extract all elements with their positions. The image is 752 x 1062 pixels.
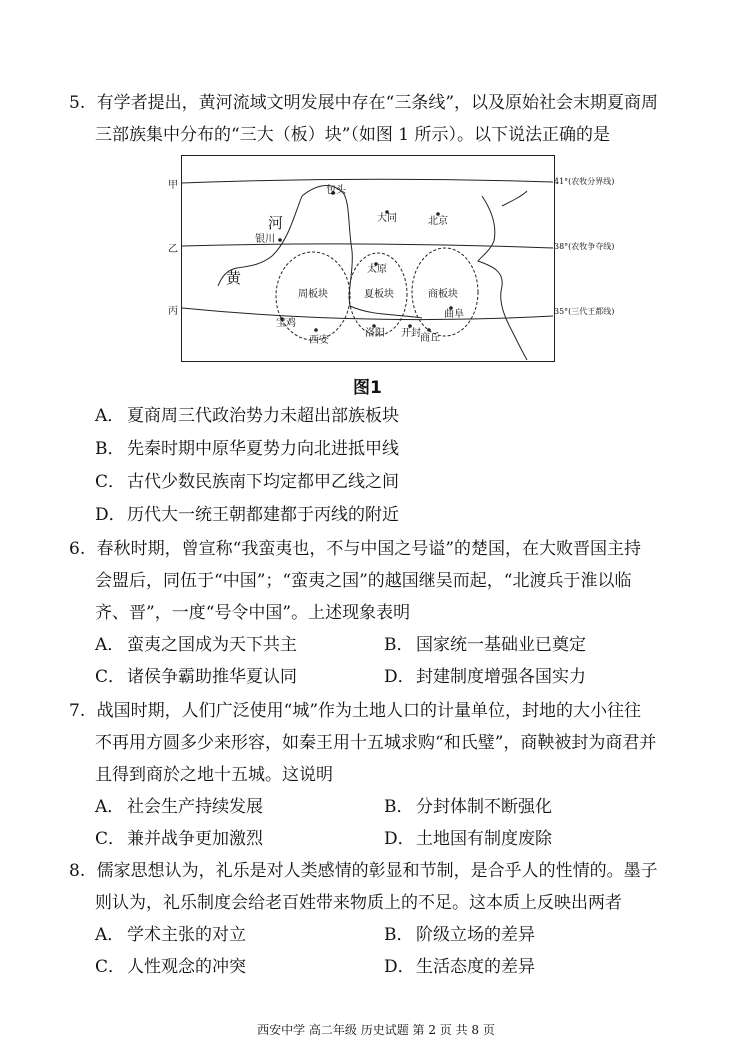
city-luoyang: 洛阳 — [365, 328, 385, 339]
q8-option-a — [95, 924, 246, 946]
option-text: 封建制度增强各国实力 — [416, 667, 586, 687]
option-text: 历代大一统王朝都建都于丙线的附近 — [127, 505, 399, 525]
option-letter: A． — [95, 797, 125, 817]
q7-line-1 — [69, 700, 641, 722]
line-jia-curve — [182, 179, 553, 183]
region-zhou: 周板块 — [298, 289, 328, 300]
q5-option-d — [95, 504, 399, 526]
city-dot — [427, 328, 431, 332]
q8-option-d — [384, 956, 535, 978]
q5-option-b — [95, 438, 399, 460]
river-label-he: 河 — [268, 214, 284, 232]
option-letter: A． — [95, 406, 125, 426]
option-text: 古代少数民族南下均定都甲乙线之间 — [127, 472, 399, 492]
river-label-huang: 黄 — [226, 269, 242, 287]
q7-option-a — [95, 796, 263, 818]
q6-option-a — [95, 634, 297, 656]
q8-number: 8. — [69, 861, 86, 881]
coastline-2 — [502, 191, 527, 206]
q7-number: 7. — [69, 701, 86, 721]
q5-number: 5. — [69, 93, 86, 113]
label-38-line: 38°(农牧争夺线) — [554, 242, 615, 251]
label-bing: 丙 — [168, 306, 178, 317]
label-jia: 甲 — [168, 180, 178, 191]
option-letter: C． — [95, 829, 126, 849]
option-text: 阶级立场的差异 — [416, 925, 535, 945]
line-yi-curve — [182, 244, 553, 248]
city-taiyuan: 太原 — [367, 264, 387, 275]
option-letter: B． — [384, 635, 414, 655]
option-text: 夏商周三代政治势力未超出部族板块 — [127, 406, 399, 426]
city-shangqiu: 商丘 — [420, 333, 440, 344]
option-letter: B． — [384, 925, 414, 945]
q7-option-b — [384, 796, 552, 818]
city-baotou: 包头 — [326, 185, 346, 196]
city-kaifeng: 开封 — [401, 328, 421, 339]
option-letter: C． — [95, 472, 126, 492]
region-shang: 商板块 — [428, 289, 458, 300]
option-text: 诸侯争霸助推华夏认同 — [127, 667, 297, 687]
option-letter: C． — [95, 667, 126, 687]
q6-stem-2: 会盟后，同伍于“中国”；“蛮夷之国”的越国继吴而起，“北渡兵于淮以临 — [95, 571, 632, 591]
option-text: 兼并战争更加激烈 — [127, 829, 263, 849]
q8-option-c — [95, 956, 246, 978]
q7-stem-3: 且得到商於之地十五城。这说明 — [95, 765, 333, 785]
option-letter: B． — [384, 797, 414, 817]
figure-1-map — [181, 155, 615, 362]
q6-line-1 — [69, 538, 641, 560]
option-text: 先秦时期中原华夏势力向北进抵甲线 — [127, 439, 399, 459]
q5-option-a — [95, 405, 399, 427]
q8-stem-2: 则认为，礼乐制度会给老百姓带来物质上的不足。这本质上反映出两者 — [95, 893, 622, 913]
city-dot — [314, 328, 318, 332]
option-text: 社会生产持续发展 — [127, 797, 263, 817]
city-xian: 西安 — [309, 335, 329, 346]
page-footer: 西安中学 高二年级 历史试题 第 2 页 共 8 页 — [257, 1023, 495, 1037]
q6-option-b — [384, 634, 586, 656]
figure-caption: 图1 — [353, 378, 382, 398]
option-letter: D． — [384, 957, 415, 977]
coastline — [478, 196, 527, 360]
option-letter: A． — [95, 925, 125, 945]
city-baoji: 宝鸡 — [276, 318, 296, 329]
q7-stem-1: 战国时期，人们广泛使用“城”作为土地人口的计量单位，封地的大小往往 — [96, 701, 642, 721]
option-text: 蛮夷之国成为天下共主 — [127, 635, 297, 655]
option-text: 国家统一基础业已奠定 — [416, 635, 586, 655]
q7-option-c — [95, 828, 263, 850]
city-dot — [278, 238, 282, 242]
q7-stem-2: 不再用方圆多少来形容，如秦王用十五城求购“和氏璧”，商鞅被封为商君并 — [95, 733, 657, 753]
option-text: 生活态度的差异 — [416, 957, 535, 977]
q7-option-d — [384, 828, 552, 850]
q5-stem-2: 三部族集中分布的“三大（板）块”（如图 1 所示）。以下说法正确的是 — [95, 125, 611, 145]
option-text: 人性观念的冲突 — [127, 957, 246, 977]
region-xia: 夏板块 — [364, 289, 394, 300]
q6-option-d — [384, 666, 586, 688]
q5-stem-1: 有学者提出，黄河流域文明发展中存在“三条线”，以及原始社会末期夏商周 — [96, 93, 659, 113]
q8-option-b — [384, 924, 535, 946]
option-letter: C． — [95, 957, 126, 977]
option-letter: D． — [384, 829, 415, 849]
q8-stem-1: 儒家思想认为，礼乐是对人类感情的彰显和节制，是合乎人的性情的。墨子 — [96, 861, 658, 881]
label-41-line: 41°(农牧分界线) — [554, 177, 615, 186]
city-beijing: 北京 — [428, 216, 448, 227]
option-letter: D． — [384, 667, 415, 687]
label-35-line: 35°(三代王都线) — [554, 307, 615, 316]
city-datong: 大同 — [377, 213, 397, 224]
option-letter: B． — [95, 439, 125, 459]
q8-line-1 — [69, 860, 658, 882]
city-qufu: 曲阜 — [444, 309, 464, 320]
q5-line-1 — [69, 92, 658, 114]
city-yinchuan: 银川 — [255, 234, 275, 245]
q6-option-c — [95, 666, 297, 688]
label-yi: 乙 — [168, 244, 178, 255]
option-text: 学术主张的对立 — [127, 925, 246, 945]
option-text: 土地国有制度废除 — [416, 829, 552, 849]
option-letter: D． — [95, 505, 126, 525]
q5-option-c — [95, 471, 399, 493]
option-letter: A． — [95, 635, 125, 655]
line-bing-curve — [182, 308, 553, 320]
option-text: 分封体制不断强化 — [416, 797, 552, 817]
q6-stem-1: 春秋时期，曾宣称“我蛮夷也，不与中国之号谥”的楚国，在大败晋国主持 — [96, 539, 642, 559]
q6-stem-3: 齐、晋”，一度“号令中国”。上述现象表明 — [95, 603, 411, 623]
q6-number: 6. — [69, 539, 86, 559]
